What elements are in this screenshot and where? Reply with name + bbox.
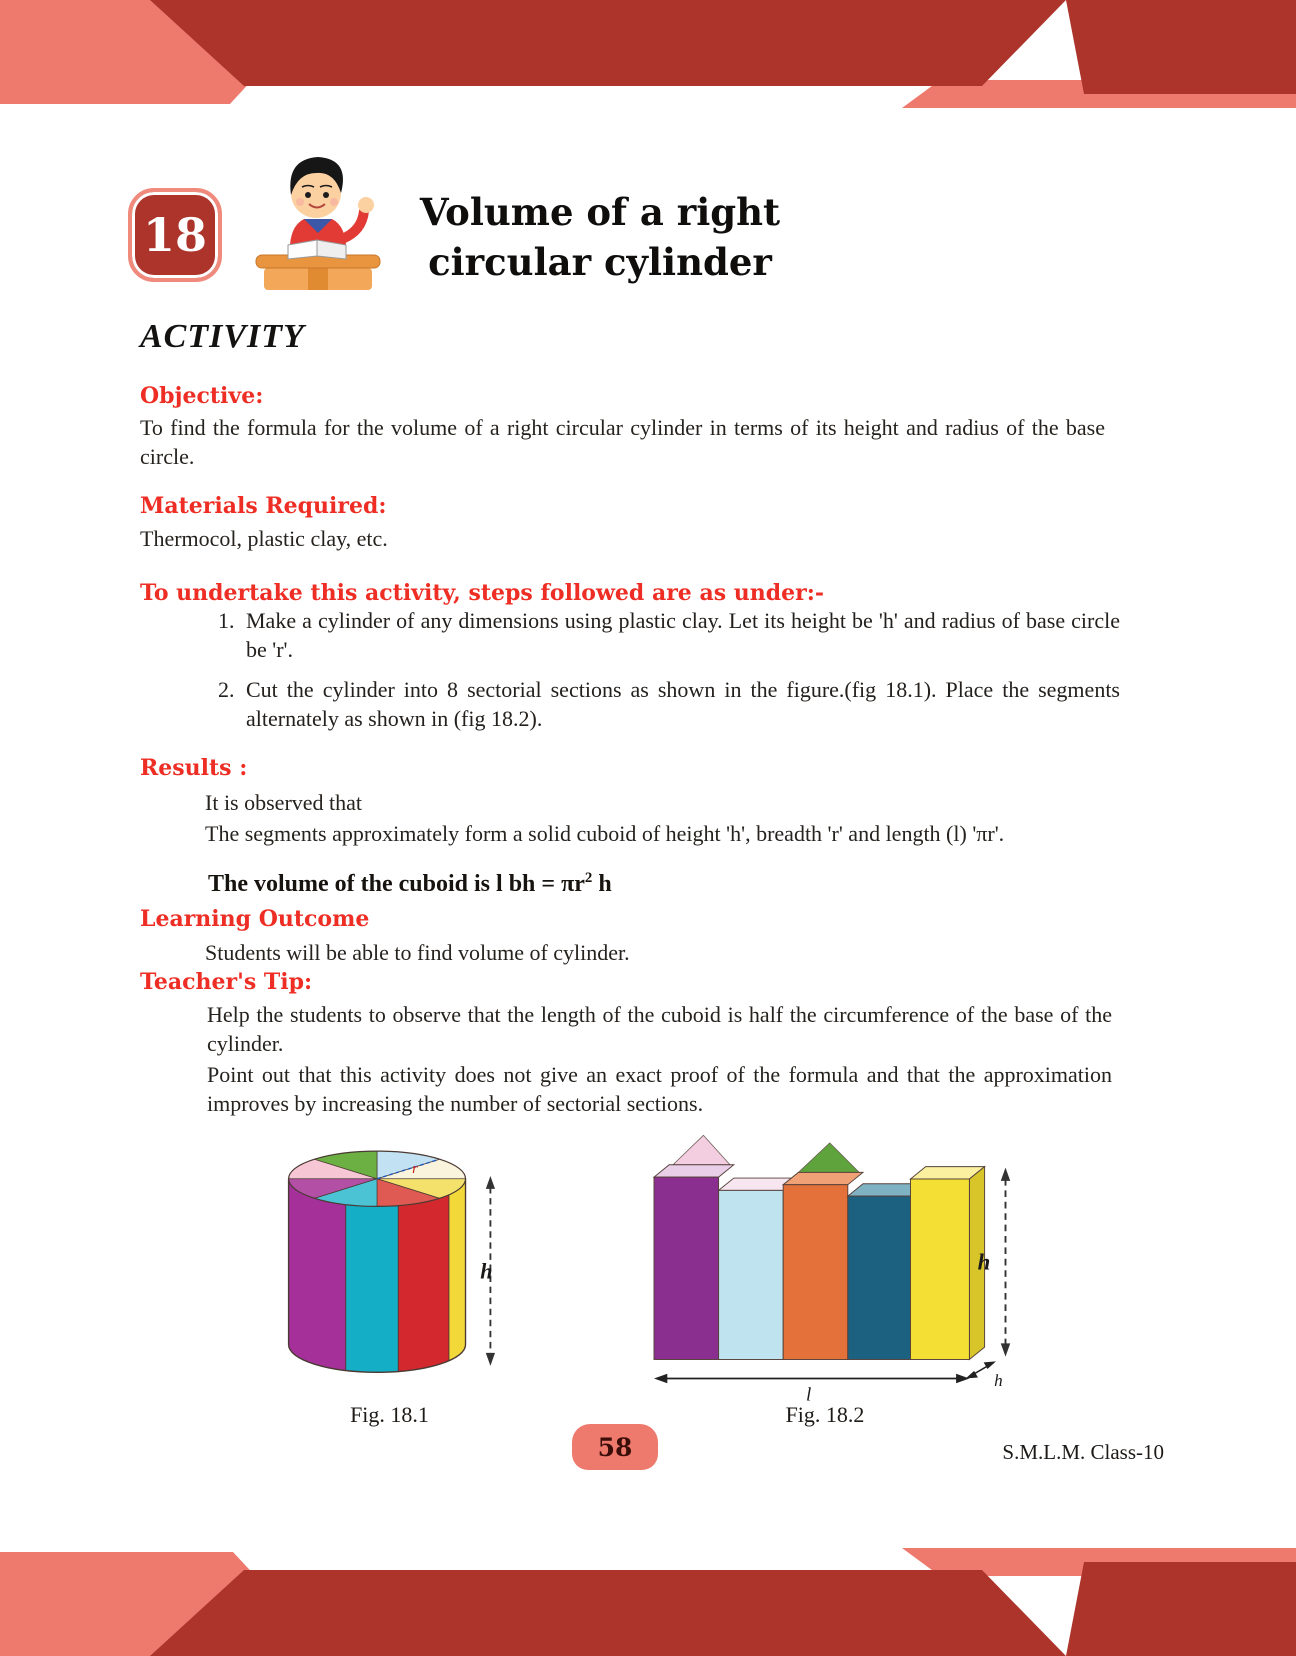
footer-decoration — [0, 1486, 1296, 1656]
fig-18-2-caption: Fig. 18.2 — [785, 1402, 865, 1427]
book-name: S.M.L.M. Class-10 — [1002, 1440, 1164, 1464]
arrowhead-up — [486, 1176, 495, 1189]
slab-orange — [783, 1185, 848, 1360]
materials-text: Thermocol, plastic clay, etc. — [140, 526, 388, 551]
desk-drawer — [308, 268, 328, 290]
raised-arm — [342, 211, 364, 239]
footer-red-band — [150, 1570, 1066, 1656]
arrowhead-down — [1001, 1343, 1011, 1356]
learning-outcome-text: Students will be able to find volume of cylinder. — [205, 940, 630, 965]
header-red-corner — [1066, 0, 1296, 94]
teachers-tip-heading: Teacher's Tip: — [140, 969, 313, 995]
arrowhead-up — [1001, 1168, 1011, 1181]
height-label: h — [977, 1249, 991, 1275]
back-wedge-green — [798, 1143, 859, 1172]
fig-18-1-caption: Fig. 18.1 — [350, 1402, 429, 1427]
objective-text: To find the formula for the volume of a right circular cylinder in terms of its height and radius of the base circle. — [140, 415, 1105, 470]
slab-top — [654, 1165, 734, 1177]
eye-right — [323, 192, 329, 198]
slab-top — [783, 1172, 863, 1184]
tip-paragraph-1: Help the students to observe that the length of the cuboid is half the circumference of the base of the cylinder. — [207, 1002, 1112, 1057]
chapter-number-badge — [128, 188, 222, 282]
eye-left — [305, 192, 311, 198]
footer-red-corner — [1066, 1562, 1296, 1656]
formula-exponent: 2 — [584, 870, 593, 886]
fig-18-2-cuboid — [635, 1122, 1015, 1407]
step-item-2: 2. Cut the cylinder into 8 sectorial sections as shown in the figure.(fig 18.1). Place the segments alternately as shown in (fig 18.2). — [240, 675, 1120, 734]
formula-text: The volume of the cuboid is l bh = πr — [208, 871, 585, 897]
step-item-1: 1. Make a cylinder of any dimensions using plastic clay. Let its height be 'h' and radius of base circle be 'r'. — [240, 606, 1120, 665]
steps-heading: To undertake this activity, steps followed are as under:- — [140, 580, 824, 606]
page-number: 58 — [597, 1432, 633, 1462]
tip-paragraph-2: Point out that this activity does not give an exact proof of the formula and that the approximation improves by increasing the number of sectorial sections. — [207, 1062, 1112, 1117]
header-red-band — [150, 0, 1066, 86]
materials-heading: Materials Required: — [140, 493, 387, 519]
blush-right — [330, 198, 338, 206]
height-label: h — [480, 1258, 493, 1284]
slab-yellow — [911, 1179, 970, 1360]
title-line-1: Volume of a right — [419, 190, 781, 234]
arrowhead-down — [486, 1353, 495, 1366]
student-illustration — [238, 146, 398, 298]
title-line-2: circular cylinder — [428, 239, 772, 284]
back-wedge-pink — [673, 1135, 730, 1164]
chapter-number: 18 — [142, 208, 207, 262]
page-title — [390, 188, 810, 288]
results-line-1: It is observed that — [205, 790, 363, 815]
arrowhead-right — [956, 1374, 969, 1384]
objective-heading: Objective: — [140, 383, 264, 409]
slab-teal — [848, 1196, 911, 1359]
length-label: l — [806, 1384, 812, 1406]
page-number-badge — [572, 1424, 658, 1470]
steps-list — [240, 606, 1120, 744]
fig-18-1-cylinder — [272, 1128, 507, 1400]
radius-label: r — [412, 1161, 418, 1178]
learning-outcome-heading: Learning Outcome — [140, 906, 370, 932]
desk-top — [256, 255, 380, 268]
formula-suffix: h — [592, 871, 612, 897]
results-heading: Results : — [140, 755, 248, 781]
slab-pale-blue — [719, 1190, 784, 1359]
volume-formula — [208, 870, 612, 898]
results-line-2: The segments approximately form a solid cuboid of height 'h', breadth 'r' and length (l) 'πr'. — [205, 821, 1005, 846]
blush-left — [296, 198, 304, 206]
breadth-label: h — [994, 1371, 1003, 1391]
header-decoration — [0, 0, 1296, 112]
activity-heading: ACTIVITY — [140, 318, 305, 355]
slab-purple — [654, 1177, 719, 1359]
hand — [358, 197, 374, 213]
arrowhead-left — [654, 1374, 667, 1384]
cylinder-top-sectors — [289, 1151, 466, 1206]
